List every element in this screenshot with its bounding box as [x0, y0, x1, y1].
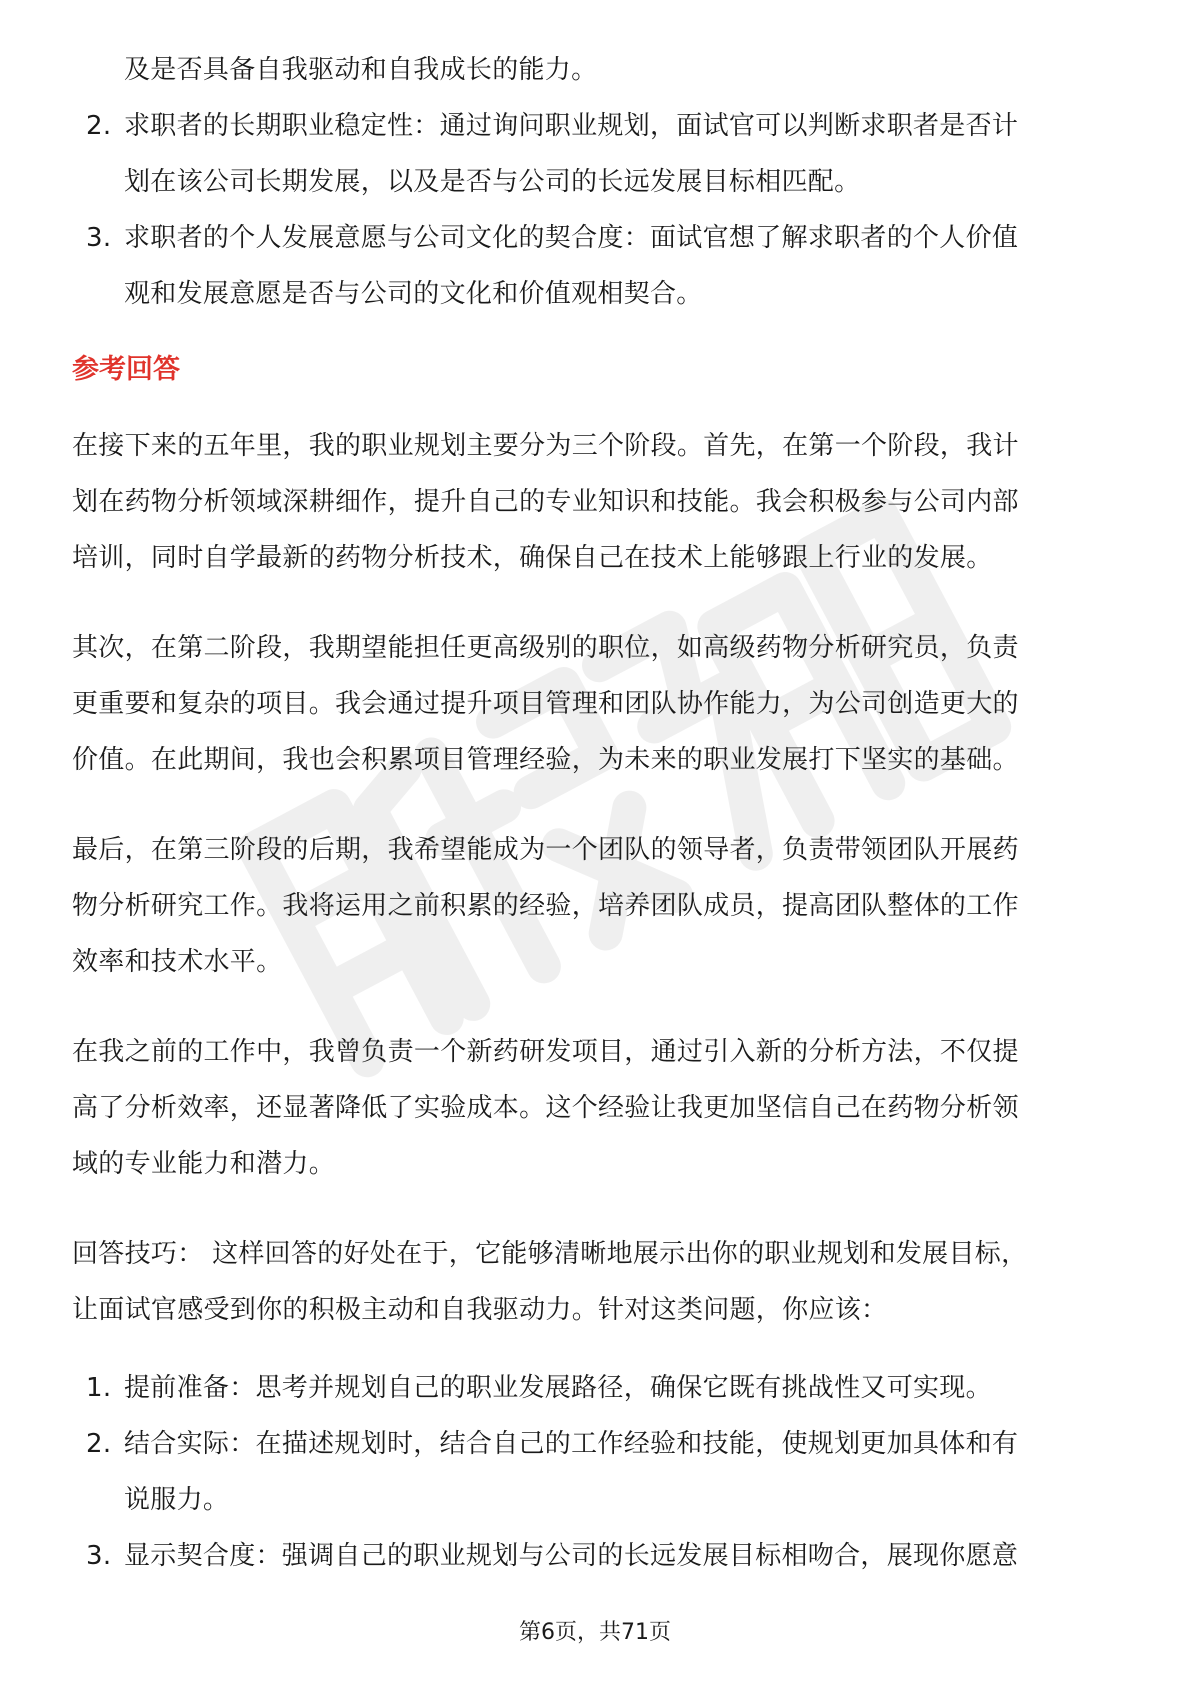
- list-item-line: 提前准备：思考并规划自己的职业发展路径，确保它既有挑战性又可实现。: [124, 1373, 992, 1403]
- evaluation-points-list: [72, 98, 1118, 322]
- answer-paragraph: [72, 418, 1118, 586]
- paragraph-line: 回答技巧： 这样回答的好处在于，它能够清晰地展示出你的职业规划和发展目标，: [72, 1239, 1028, 1269]
- tips-paragraph: [72, 1226, 1118, 1338]
- paragraph-line: 让面试官感受到你的积极主动和自我驱动力。针对这类问题，你应该：: [72, 1295, 888, 1325]
- list-item: [72, 1360, 1118, 1416]
- list-item-number: 2.: [86, 111, 112, 141]
- paragraph-line: 在接下来的五年里，我的职业规划主要分为三个阶段。首先，在第一个阶段，我计: [72, 431, 1019, 461]
- paragraph-line: 效率和技术水平。: [72, 947, 283, 977]
- paragraph-line: 在我之前的工作中，我曾负责一个新药研发项目，通过引入新的分析方法，不仅提: [72, 1037, 1019, 1067]
- list-item-line: 观和发展意愿是否与公司的文化和价值观相契合。: [124, 279, 703, 309]
- paragraph-line: 物分析研究工作。我将运用之前积累的经验，培养团队成员，提高团队整体的工作: [72, 891, 1019, 921]
- list-item: [72, 1528, 1118, 1584]
- list-item-line: 划在该公司长期发展，以及是否与公司的长远发展目标相匹配。: [124, 167, 861, 197]
- paragraph-line: 域的专业能力和潜力。: [72, 1149, 336, 1179]
- list-item-number: 2.: [86, 1429, 112, 1459]
- section-heading: 参考回答: [72, 354, 180, 385]
- list-item: [72, 98, 1118, 210]
- list-item-line: 说服力。: [124, 1485, 230, 1515]
- list-item-number: 3.: [86, 1541, 112, 1571]
- answer-paragraph: [72, 1024, 1118, 1192]
- continued-list-item-text: 及是否具备自我驱动和自我成长的能力。: [124, 55, 598, 85]
- list-item-number: 3.: [86, 223, 112, 253]
- answer-paragraph: [72, 620, 1118, 788]
- page-content: [72, 42, 1118, 1584]
- paragraph-line: 价值。在此期间，我也会积累项目管理经验，为未来的职业发展打下坚实的基础。: [72, 745, 1019, 775]
- list-item-line: 显示契合度：强调自己的职业规划与公司的长远发展目标相吻合，展现你愿意: [124, 1541, 1019, 1571]
- tips-list: [72, 1360, 1118, 1584]
- list-item-line: 求职者的长期职业稳定性：通过询问职业规划，面试官可以判断求职者是否计: [124, 111, 1019, 141]
- paragraph-line: 最后，在第三阶段的后期，我希望能成为一个团队的领导者，负责带领团队开展药: [72, 835, 1019, 865]
- list-item-number: 1.: [86, 1373, 112, 1403]
- paragraph-line: 其次，在第二阶段，我期望能担任更高级别的职位，如高级药物分析研究员，负责: [72, 633, 1019, 663]
- paragraph-line: 高了分析效率，还显著降低了实验成本。这个经验让我更加坚信自己在药物分析领: [72, 1093, 1019, 1123]
- page-number-footer: 第6页，共71页: [519, 1620, 671, 1645]
- paragraph-line: 更重要和复杂的项目。我会通过提升项目管理和团队协作能力，为公司创造更大的: [72, 689, 1019, 719]
- list-item-line: 求职者的个人发展意愿与公司文化的契合度：面试官想了解求职者的个人价值: [124, 223, 1019, 253]
- list-item-line: 结合实际：在描述规划时，结合自己的工作经验和技能，使规划更加具体和有: [124, 1429, 1019, 1459]
- answer-paragraph: [72, 822, 1118, 990]
- list-item: [72, 210, 1118, 322]
- list-item: [72, 1416, 1118, 1528]
- paragraph-line: 划在药物分析领域深耕细作，提升自己的专业知识和技能。我会积极参与公司内部: [72, 487, 1019, 517]
- paragraph-line: 培训，同时自学最新的药物分析技术，确保自己在技术上能够跟上行业的发展。: [72, 543, 993, 573]
